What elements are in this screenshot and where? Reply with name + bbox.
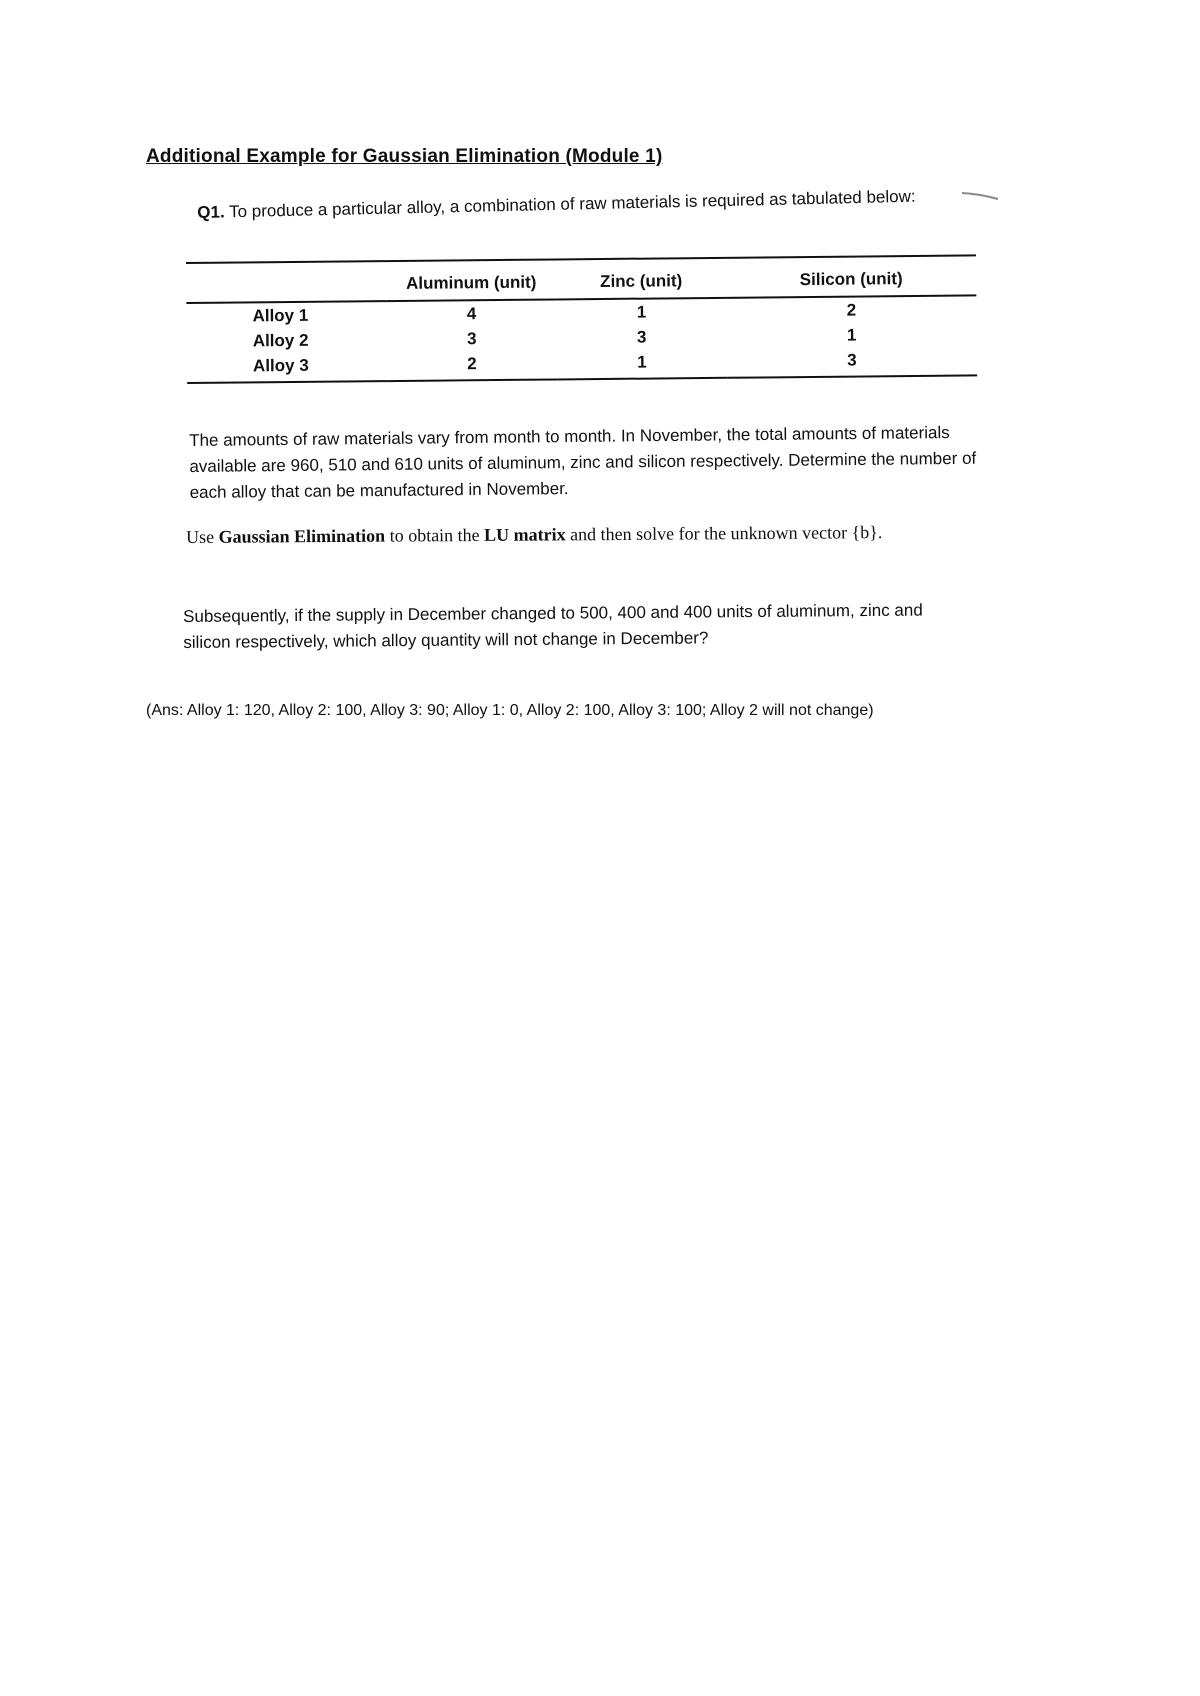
table-header-silicon: Silicon (unit): [726, 255, 976, 297]
method-bold-gaussian: Gaussian Elimination: [218, 525, 386, 547]
method-bold-lu: LU: [484, 524, 510, 545]
table-header-aluminum: Aluminum (unit): [386, 259, 556, 301]
alloy-composition-table: [186, 254, 977, 384]
cell-zinc: 1: [636, 302, 647, 322]
cell-silicon: 3: [727, 346, 977, 377]
cell-aluminum: 2: [387, 350, 557, 381]
problem-paragraph: The amounts of raw materials vary from month to month. In November, the total amounts of materials available are 960, 510 and 610 units of aluminum, zinc and silicon respectively. Determine the number of each alloy that can be manufactured in November.: [189, 423, 977, 502]
alloy-table-wrapper: [186, 254, 977, 384]
row-label: Alloy 3: [187, 352, 387, 383]
row-label: Alloy 2: [252, 330, 309, 351]
question-intro: [197, 183, 957, 226]
table-header-cell: [186, 261, 386, 303]
cell-aluminum: 4: [466, 304, 477, 324]
method-bold-matrix: matrix: [513, 524, 566, 545]
cell-zinc: 1: [557, 349, 727, 380]
followup-paragraph: Subsequently, if the supply in December changed to 500, 400 and 400 units of aluminum, zinc and silicon respectively, which alloy quantity will not change in December?: [183, 600, 923, 652]
method-text-1: Use: [186, 526, 219, 547]
table-row: [187, 346, 977, 383]
cell-silicon: 2: [846, 300, 857, 320]
row-label: Alloy 1: [252, 305, 309, 326]
question-number: Q1.: [197, 202, 225, 222]
cell-zinc: 3: [636, 327, 647, 347]
cell-aluminum: 3: [466, 329, 477, 349]
document-title: Additional Example for Gaussian Elimination (Module 1): [146, 146, 663, 167]
table-header-zinc: Zinc (unit): [556, 258, 726, 300]
method-paragraph: [186, 518, 976, 550]
answer-line: (Ans: Alloy 1: 120, Alloy 2: 100, Alloy 3: 90; Alloy 1: 0, Alloy 2: 100, Alloy 3: 100; Alloy 2 will not change): [146, 702, 874, 719]
question-text: To produce a particular alloy, a combination of raw materials is required as tabulated below:: [228, 186, 916, 222]
method-text-2: to obtain the: [385, 524, 485, 546]
cell-silicon: 1: [846, 325, 857, 345]
scan-artifact: [960, 188, 1000, 198]
method-text-4: and then solve for the unknown vector {b}.: [565, 522, 883, 545]
